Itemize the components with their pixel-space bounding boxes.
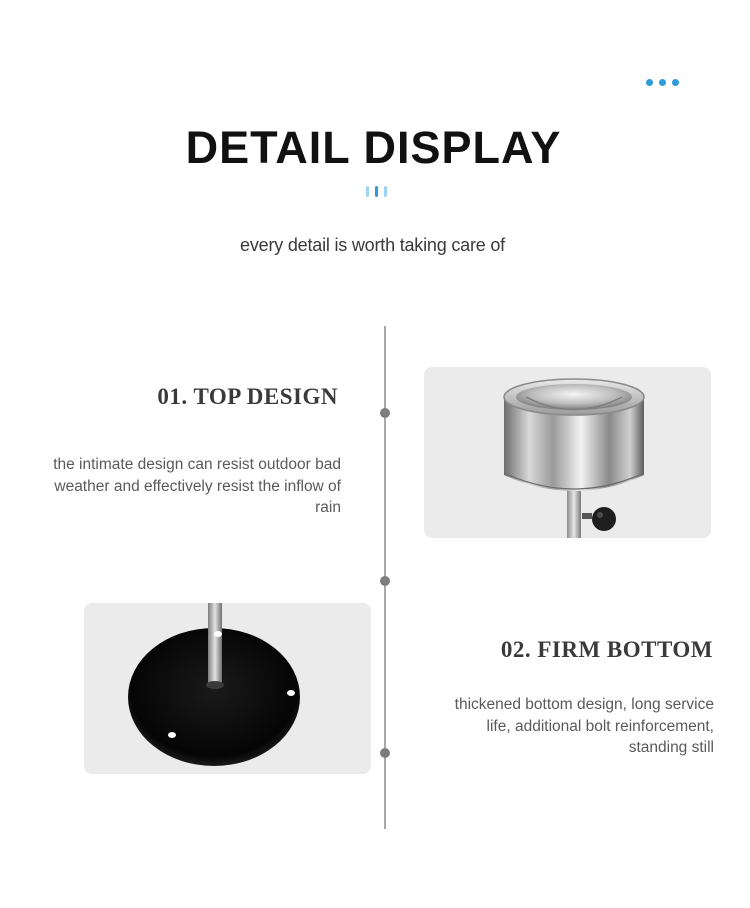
divider-bar	[384, 186, 387, 197]
dot	[659, 79, 666, 86]
divider-bar	[366, 186, 369, 197]
decorative-dots-icon	[646, 79, 682, 87]
dot	[672, 79, 679, 86]
page-subtitle: every detail is worth taking care of	[240, 235, 505, 255]
section-title-top-design: 01. TOP DESIGN	[157, 384, 338, 409]
section-description-top-design: the intimate design can resist outdoor bad weather and effectively resist the inflow of rain	[53, 456, 341, 516]
black-base-plate-photo	[84, 603, 371, 774]
section-description-firm-bottom: thickened bottom design, long service life, additional bolt reinforcement, standing still	[454, 696, 714, 756]
timeline-dot	[380, 576, 390, 586]
ashtray-top-photo	[424, 367, 711, 538]
page-title: DETAIL DISPLAY	[185, 122, 562, 173]
divider-bar	[375, 186, 378, 197]
section-title-firm-bottom: 02. FIRM BOTTOM	[500, 637, 713, 662]
timeline-dot	[380, 408, 390, 418]
timeline-dot	[380, 748, 390, 758]
title-divider-icon	[366, 186, 394, 198]
dot	[646, 79, 653, 86]
